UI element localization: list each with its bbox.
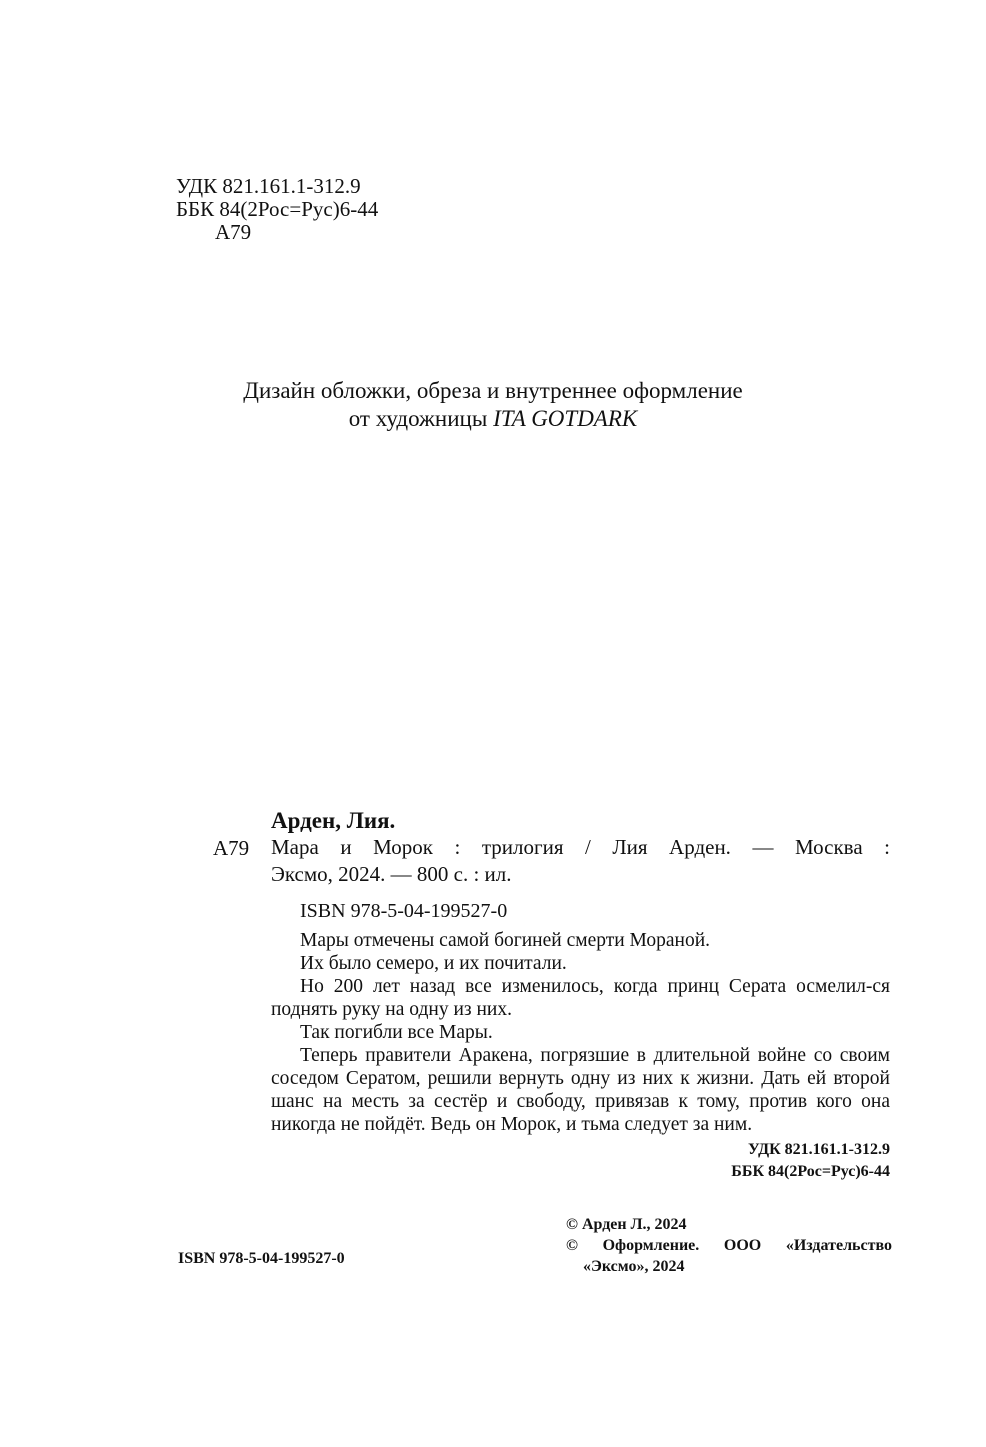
bib-author-mark: А79 (213, 836, 250, 860)
bib-author-heading: Арден, Лия. (271, 808, 396, 833)
annotation-paragraph: Их было семеро, и их почитали. (300, 953, 567, 974)
footer-bbk: ББК 84(2Рос=Рус)6-44 (731, 1163, 890, 1180)
annotation-paragraph: Теперь правители Аракена, погрязшие в длительной войне со своим соседом Сератом, решили вернуть одну из них к жизни. Дать ей второй шанс на месть за сестёр и свободу, привязав к тому, против кого она никогда не пойдёт. Ведь он Морок, и тьма следует за ним. (271, 1045, 890, 1135)
design-credit-line2 (0, 405, 986, 433)
udk-code: УДК 821.161.1-312.9 (176, 174, 361, 198)
artist-name: ITA GOTDARK (493, 406, 638, 431)
annotation (271, 929, 890, 1136)
design-credit-prefix: от художницы (348, 406, 494, 431)
annotation-paragraph: Мары отмечены самой богиней смерти Мораной. (300, 930, 711, 951)
bbk-code: ББК 84(2Рос=Рус)6-44 (176, 197, 379, 221)
footer-udk: УДК 821.161.1-312.9 (747, 1141, 890, 1158)
bib-entry-line2: Эксмо, 2024. — 800 с. : ил. (271, 862, 512, 886)
isbn-bottom: ISBN 978-5-04-199527-0 (178, 1250, 345, 1267)
footer-codes (731, 1139, 890, 1183)
copyright-design: © Оформление. ООО «Издательство (566, 1237, 892, 1254)
design-credit-line1: Дизайн обложки, обреза и внутреннее оформление (243, 378, 743, 403)
bib-isbn: ISBN 978-5-04-199527-0 (300, 900, 508, 922)
annotation-paragraph: Но 200 лет назад все изменилось, когда принц Серата осмелил-ся поднять руку на одну из них. (271, 976, 890, 1020)
bib-entry-line1: Мара и Морок : трилогия / Лия Арден. — Москва : (271, 835, 890, 859)
annotation-paragraph: Так погибли все Мары. (300, 1022, 493, 1043)
copyright-publisher: «Эксмо», 2024 (583, 1258, 685, 1275)
copyright-block (566, 1214, 892, 1277)
author-mark: А79 (215, 220, 252, 244)
copyright-author: © Арден Л., 2024 (566, 1216, 687, 1233)
